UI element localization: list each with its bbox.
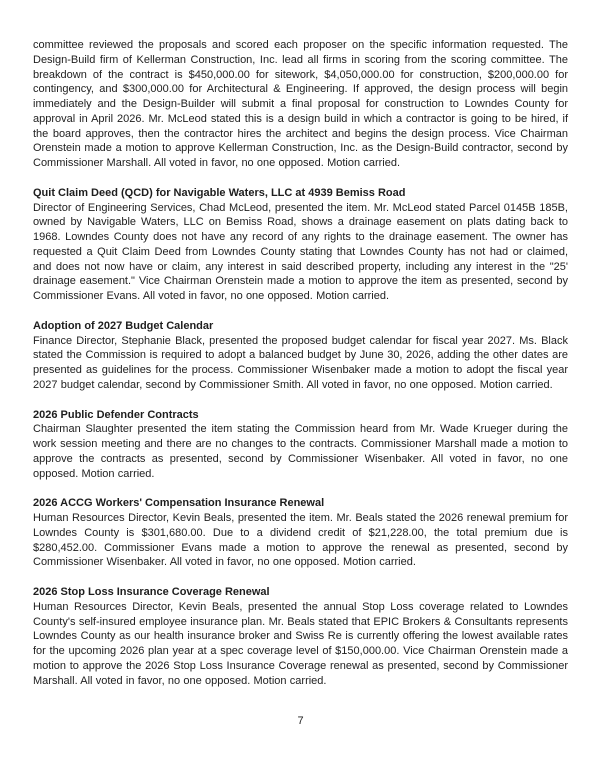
section-stop-loss-renewal — [33, 585, 568, 688]
section-body-workers-compensation-renewal: Human Resources Director, Kevin Beals, presented the item. Mr. Beals stated the 2026 renewal premium for Lowndes County is $301,680.00. Due to a dividend credit of $21,228.00, the total premium due is $280,452.00. Commissioner Evans made a motion to approve the renewal as presented, second by Commissioner Wisenbaker. All voted in favor, no one opposed. Motion carried. — [33, 512, 568, 569]
section-heading-stop-loss-renewal: 2026 Stop Loss Insurance Coverage Renewal — [33, 586, 270, 598]
page-content — [33, 38, 568, 703]
section-quit-claim-deed — [33, 186, 568, 304]
section-body-stop-loss-renewal: Human Resources Director, Kevin Beals, presented the annual Stop Loss coverage related to Lowndes County's self-insured employee insurance plan. Mr. Beals stated that EPIC Brokers & Consultants represents Lowndes County as our health insurance broker and Swiss Re is currently offering the lowest available rates for the upcoming 2026 plan year at a spec coverage level of $150,000.00. Vice Chairman Orenstein made a motion to approve the 2026 Stop Loss Insurance Coverage renewal as presented, second by Commissioner Marshall. All voted in favor, no one opposed. Motion carried. — [33, 600, 568, 687]
section-heading-workers-compensation-renewal: 2026 ACCG Workers' Compensation Insurance Renewal — [33, 497, 325, 510]
section-body-quit-claim-deed: Director of Engineering Services, Chad McLeod, presented the item. Mr. McLeod stated Parcel 0145B 185B, owned by Navigable Waters, LLC on Bemiss Road, shows a drainage easement on plats dating back to 1968. Lowndes County does not have any record of any rights to the drainage easement. The owner has requested a Quit Claim Deed from Lowndes County stating that Lowndes County has not had or claimed, and does not now have or claim, any interest in said described property, including any interest in the "25' drainage easement." Vice Chairman Orenstein made a motion to approve the item as presented, second by Commissioner Evans. All voted in favor, no one opposed. Motion carried. — [33, 201, 568, 302]
section-heading-quit-claim-deed: Quit Claim Deed (QCD) for Navigable Waters, LLC at 4939 Bemiss Road — [33, 186, 406, 199]
continuation-paragraph: committee reviewed the proposals and scored each proposer on the specific information requested. The Design-Build firm of Kellerman Construction, Inc. lead all firms in scoring from the scoring committee. The breakdown of the contract is $450,000.00 for sitework, $4,050,000.00 for construction, $200,000.00 for contingency, and $300,000.00 for Architectural & Engineering. If approved, the design process will begin immediately and the Design-Builder will submit a final proposal for construction to Lowndes County for approval in April 2026. Mr. McLeod stated this is a design build in which a contractor is going to be hired, if the board approves, then the contractor hires the architect and begins the design process. Vice Chairman Orenstein made a motion to approve Kellerman Construction, Inc. as the Design-Build contractor, second by Commissioner Marshall. All voted in favor, no one opposed. Motion carried. — [33, 39, 568, 169]
section-budget-calendar — [33, 319, 568, 393]
section-workers-compensation-renewal — [33, 496, 568, 570]
page-number: 7 — [297, 715, 304, 727]
section-heading-public-defender-contracts: 2026 Public Defender Contracts — [33, 408, 199, 421]
section-body-budget-calendar: Finance Director, Stephanie Black, presented the proposed budget calendar for fiscal year 2027. Ms. Black stated the Commission is required to adopt a balanced budget by June 30, 2026, adding the other dates are presented as guidelines for the process. Commissioner Wisenbaker made a motion to adopt the fiscal year 2027 budget calendar, second by Commissioner Smith. All voted in favor, no one opposed. Motion carried. — [33, 334, 568, 391]
section-heading-budget-calendar: Adoption of 2027 Budget Calendar — [33, 319, 214, 332]
section-public-defender-contracts — [33, 408, 568, 482]
section-body-public-defender-contracts: Chairman Slaughter presented the item stating the Commission heard from Mr. Wade Krueger during the work session meeting and there are no changes to the contracts. Commissioner Marshall made a motion to approve the contracts as presented, second by Commissioner Wisenbaker. All voted in favor, no one opposed. Motion carried. — [33, 423, 568, 480]
